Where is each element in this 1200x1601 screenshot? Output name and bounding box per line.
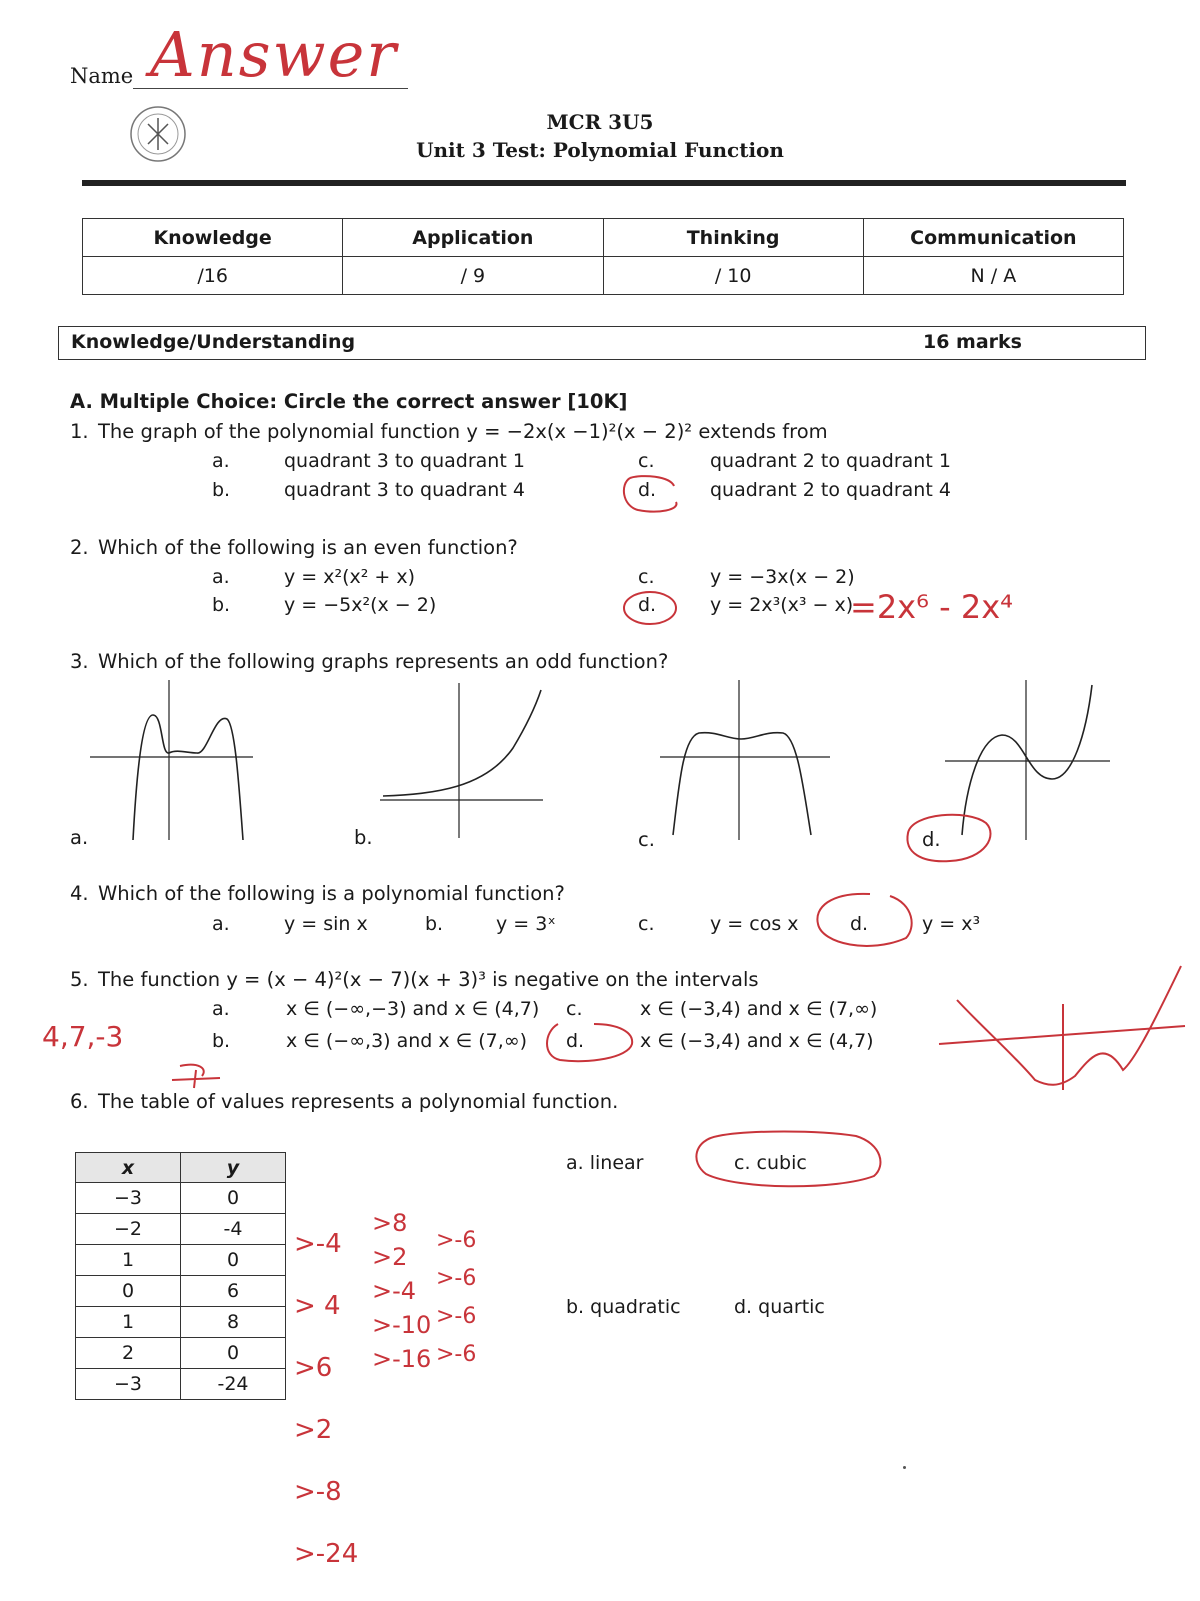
score-thinking: / 10 [603, 257, 863, 295]
table-cell-x: −3 [76, 1369, 181, 1400]
q1-c-text[interactable]: quadrant 2 to quadrant 1 [710, 450, 951, 472]
q5-number: 5. [70, 968, 89, 991]
table-cell-y: 0 [181, 1183, 286, 1214]
score-communication: N / A [863, 257, 1123, 295]
score-header-knowledge: Knowledge [83, 219, 343, 257]
name-label: Name [70, 64, 134, 88]
score-application: / 9 [343, 257, 603, 295]
table-row [76, 1307, 286, 1338]
table-cell-x: −3 [76, 1183, 181, 1214]
table-cell-y: 0 [181, 1338, 286, 1369]
q2-b-letter[interactable]: b. [212, 594, 231, 616]
q2-a-letter[interactable]: a. [212, 566, 230, 588]
q1-answer-circle [618, 472, 684, 516]
q6-second-differences [372, 1206, 431, 1376]
scan-speck [903, 1466, 906, 1469]
diff1-item: >-8 [294, 1477, 342, 1507]
q1-number: 1. [70, 420, 89, 443]
q2-number: 2. [70, 536, 89, 559]
q6-third-differences [436, 1222, 476, 1374]
score-header-thinking: Thinking [603, 219, 863, 257]
diff2-item: >-16 [372, 1345, 432, 1373]
score-header-application: Application [343, 219, 603, 257]
q3-answer-circle [898, 805, 998, 867]
q3-number: 3. [70, 650, 89, 673]
diff1-item: >-4 [294, 1229, 342, 1259]
q4-c-letter[interactable]: c. [638, 913, 655, 935]
q6-option-a[interactable]: a. linear [566, 1152, 644, 1174]
q2-c-letter[interactable]: c. [638, 566, 655, 588]
q3-option-d[interactable]: d. [922, 828, 941, 851]
q4-d-text[interactable]: y = x³ [922, 913, 981, 935]
q5-handwritten-roots: 4,7,-3 [42, 1020, 124, 1053]
table-cell-x: 0 [76, 1276, 181, 1307]
q4-answer-circle [810, 888, 920, 960]
q5-b-text[interactable]: x ∈ (−∞,3) and x ∈ (7,∞) [286, 1030, 528, 1052]
diff2-item: >8 [372, 1209, 408, 1237]
q2-d-letter[interactable]: d. [638, 594, 657, 616]
part-a-title: A. Multiple Choice: Circle the correct answer [10K] [70, 390, 628, 413]
table-cell-y: -4 [181, 1214, 286, 1245]
q5-d-letter[interactable]: d. [566, 1030, 585, 1052]
diff1-item: >-24 [294, 1539, 359, 1569]
q1-c-letter[interactable]: c. [638, 450, 655, 472]
q5-c-letter[interactable]: c. [566, 998, 583, 1020]
table-row [76, 1214, 286, 1245]
score-knowledge: /16 [83, 257, 343, 295]
q6-text: The table of values represents a polynomial function. [98, 1090, 619, 1113]
q5-c-text[interactable]: x ∈ (−3,4) and x ∈ (7,∞) [640, 998, 878, 1020]
q5-answer-circle [538, 1018, 638, 1066]
q6-number: 6. [70, 1090, 89, 1113]
q6-option-c[interactable]: c. cubic [734, 1152, 807, 1174]
table-row [76, 1369, 286, 1400]
q4-number: 4. [70, 882, 89, 905]
q3-option-c[interactable]: c. [638, 828, 655, 851]
q5-a-text[interactable]: x ∈ (−∞,−3) and x ∈ (4,7) [286, 998, 540, 1020]
q2-a-text[interactable]: y = x²(x² + x) [284, 566, 416, 588]
q1-a-letter[interactable]: a. [212, 450, 230, 472]
q3-graph-a [85, 675, 260, 845]
score-header-communication: Communication [863, 219, 1123, 257]
q3-graph-b [375, 678, 550, 843]
table-cell-x: 1 [76, 1245, 181, 1276]
q6-option-b[interactable]: b. quadratic [566, 1296, 681, 1318]
name-answer-handwriting: Answer [150, 18, 398, 91]
q4-b-text[interactable]: y = 3ˣ [496, 913, 556, 935]
q5-d-text[interactable]: x ∈ (−3,4) and x ∈ (4,7) [640, 1030, 874, 1052]
score-table [82, 218, 1124, 295]
table-row [76, 1245, 286, 1276]
table-cell-y: 0 [181, 1245, 286, 1276]
diff2-item: >-10 [372, 1311, 432, 1339]
q3-text: Which of the following graphs represents an odd function? [98, 650, 669, 673]
q5-handwritten-mark [168, 1058, 228, 1092]
q3-graph-c [655, 675, 835, 845]
q1-d-text[interactable]: quadrant 2 to quadrant 4 [710, 479, 951, 501]
table-cell-x: 1 [76, 1307, 181, 1338]
diff2-item: >-4 [372, 1277, 417, 1305]
table-cell-y: -24 [181, 1369, 286, 1400]
q6-option-d[interactable]: d. quartic [734, 1296, 825, 1318]
q3-option-a[interactable]: a. [70, 826, 89, 849]
diff2-item: >2 [372, 1243, 408, 1271]
test-title: Unit 3 Test: Polynomial Function [416, 138, 784, 162]
header-rule [82, 180, 1126, 186]
q2-b-text[interactable]: y = −5x²(x − 2) [284, 594, 437, 616]
q4-b-letter[interactable]: b. [425, 913, 444, 935]
diff3-item: >-6 [436, 1304, 477, 1329]
diff1-item: >2 [294, 1415, 333, 1445]
q1-b-letter[interactable]: b. [212, 479, 231, 501]
q5-handwritten-sketch [935, 960, 1190, 1095]
table-cell-y: 8 [181, 1307, 286, 1338]
q4-d-letter[interactable]: d. [850, 913, 869, 935]
table-cell-x: −2 [76, 1214, 181, 1245]
section-header-box [58, 326, 1146, 360]
q4-text: Which of the following is a polynomial function? [98, 882, 565, 905]
section-title: Knowledge/Understanding [71, 331, 356, 353]
q5-a-letter[interactable]: a. [212, 998, 230, 1020]
q6-answer-circle [688, 1126, 888, 1196]
table-header-y: y [181, 1153, 286, 1183]
table-cell-y: 6 [181, 1276, 286, 1307]
q5-text: The function y = (x − 4)²(x − 7)(x + 3)³ is negative on the intervals [98, 968, 759, 991]
q2-answer-circle [620, 588, 680, 628]
q4-c-text[interactable]: y = cos x [710, 913, 799, 935]
diff1-item: > 4 [294, 1291, 341, 1321]
q2-c-text[interactable]: y = −3x(x − 2) [710, 566, 855, 588]
diff1-item: >6 [294, 1353, 333, 1383]
q4-a-text[interactable]: y = sin x [284, 913, 368, 935]
q3-option-b[interactable]: b. [354, 826, 373, 849]
diff3-item: >-6 [436, 1228, 477, 1253]
table-header-x: x [76, 1153, 181, 1183]
diff3-item: >-6 [436, 1266, 477, 1291]
q2-d-text[interactable]: y = 2x³(x³ − x) [710, 594, 854, 616]
q2-text: Which of the following is an even function? [98, 536, 518, 559]
table-cell-x: 2 [76, 1338, 181, 1369]
course-code: MCR 3U5 [546, 110, 654, 134]
q1-a-text[interactable]: quadrant 3 to quadrant 1 [284, 450, 525, 472]
diff3-item: >-6 [436, 1342, 477, 1367]
q1-b-text[interactable]: quadrant 3 to quadrant 4 [284, 479, 525, 501]
q4-a-letter[interactable]: a. [212, 913, 230, 935]
section-marks: 16 marks [923, 331, 1022, 353]
table-row [76, 1276, 286, 1307]
q5-b-letter[interactable]: b. [212, 1030, 231, 1052]
table-row [76, 1338, 286, 1369]
q6-first-differences [294, 1198, 358, 1601]
q2-handwritten-work: =2x⁶ - 2x⁴ [850, 588, 1013, 626]
q1-d-letter[interactable]: d. [638, 479, 657, 501]
q1-text: The graph of the polynomial function y = −2x(x −1)²(x − 2)² extends from [98, 420, 828, 443]
q6-values-table [75, 1152, 286, 1400]
table-row [76, 1183, 286, 1214]
